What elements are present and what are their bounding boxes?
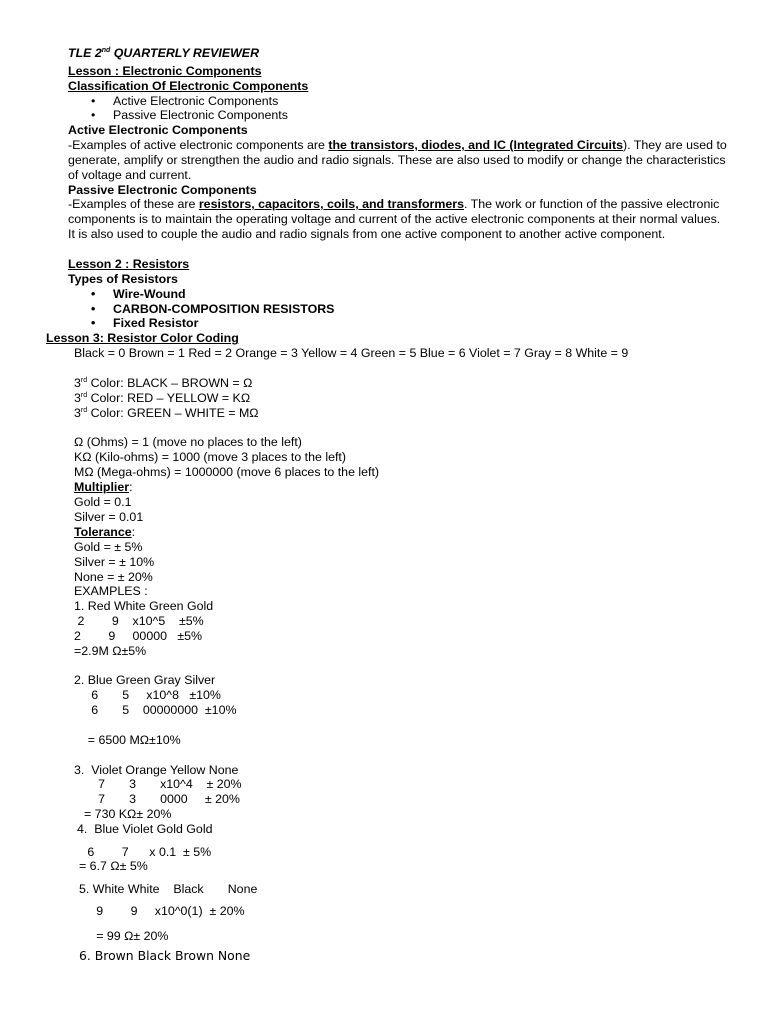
list-item: • Passive Electronic Components	[113, 108, 288, 123]
passive-post: . The work or function of the passive electronic components is to maintain the operating voltage and current of the active electronic components at their normal values. It is also used to couple the audio and radio signals from one active component to another active component.	[68, 197, 721, 241]
example-line: = 730 KΩ± 20%	[84, 807, 172, 821]
example-line: 6. Brown Black Brown None	[79, 948, 251, 963]
example-line: 7 3 0000 ± 20%	[74, 792, 240, 806]
lesson2-title: Lesson 2 : Resistors	[68, 257, 190, 271]
tolerance-line: None = ± 20%	[74, 570, 153, 584]
lesson1-title: Lesson : Electronic Components	[68, 64, 262, 78]
title-post: QUARTERLY REVIEWER	[110, 46, 260, 60]
active-heading: Active Electronic Components	[68, 123, 248, 137]
passive-paragraph	[68, 197, 728, 242]
multiplier-heading: Multiplier:	[74, 480, 133, 494]
example-line: 2. Blue Green Gray Silver	[74, 673, 216, 687]
example-line: 1. Red White Green Gold	[74, 599, 214, 613]
list-item: • Wire-Wound	[113, 287, 186, 302]
types-heading: Types of Resistors	[68, 272, 178, 286]
passive-examples: resistors, capacitors, coils, and transformers	[198, 197, 464, 211]
unit-line: MΩ (Mega-ohms) = 1000000 (move 6 places to the left)	[74, 465, 380, 479]
example-line: 5. White White Black None	[79, 882, 258, 896]
unit-line: KΩ (Kilo-ohms) = 1000 (move 3 places to the left)	[74, 450, 346, 464]
example-line: = 6500 MΩ±10%	[74, 733, 181, 747]
list-item: • Active Electronic Components	[113, 94, 278, 109]
passive-heading: Passive Electronic Components	[68, 183, 257, 197]
multiplier-line: Silver = 0.01	[74, 510, 144, 524]
example-line: 2 9 x10^5 ±5%	[74, 614, 204, 628]
active-post: ). They are used to generate, amplify or strengthen the audio and radio signals. These are also used to modify or change the characteristics of voltage and current.	[68, 138, 727, 182]
example-line: =2.9M Ω±5%	[74, 644, 147, 658]
passive-pre: -Examples of these are	[68, 197, 199, 211]
example-line: 3. Violet Orange Yellow None	[74, 763, 239, 777]
example-line: 6 7 x 0.1 ± 5%	[77, 845, 212, 859]
example-line: = 6.7 Ω± 5%	[79, 859, 148, 873]
example-line: 4. Blue Violet Gold Gold	[77, 822, 213, 836]
third-color-line: 3rd Color: GREEN – WHITE = MΩ	[74, 406, 259, 420]
list-item: • Fixed Resistor	[113, 316, 198, 331]
unit-line: Ω (Ohms) = 1 (move no places to the left)	[74, 435, 302, 449]
title-pre: TLE 2	[68, 46, 102, 60]
third-color-line: 3rd Color: BLACK – BROWN = Ω	[74, 376, 253, 390]
example-line: = 99 Ω± 20%	[79, 929, 169, 943]
example-line: 6 5 00000000 ±10%	[74, 703, 237, 717]
color-values: Black = 0 Brown = 1 Red = 2 Orange = 3 Yellow = 4 Green = 5 Blue = 6 Violet = 7 Gray = 8 White = 9	[74, 346, 629, 360]
example-line: 2 9 00000 ±5%	[74, 629, 203, 643]
classification-heading: Classification Of Electronic Components	[68, 79, 309, 93]
active-paragraph	[68, 138, 728, 183]
title-sup: nd	[101, 47, 111, 54]
tolerance-line: Gold = ± 5%	[74, 540, 143, 554]
list-item: • CARBON-COMPOSITION RESISTORS	[113, 302, 334, 317]
lesson3-title: Lesson 3: Resistor Color Coding	[46, 331, 239, 345]
example-line: 6 5 x10^8 ±10%	[74, 688, 221, 702]
third-color-line: 3rd Color: RED – YELLOW = KΩ	[74, 391, 251, 405]
active-examples: the transistors, diodes, and IC (Integrated Circuits	[328, 138, 623, 152]
page-title	[68, 46, 259, 61]
examples-heading: EXAMPLES :	[74, 584, 148, 598]
active-pre: -Examples of active electronic components are	[68, 138, 329, 152]
tolerance-line: Silver = ± 10%	[74, 555, 155, 569]
multiplier-line: Gold = 0.1	[74, 495, 132, 509]
example-line: 7 3 x10^4 ± 20%	[74, 777, 242, 791]
tolerance-heading: Tolerance:	[74, 525, 136, 539]
example-line: 9 9 x10^0(1) ± 20%	[79, 904, 245, 918]
